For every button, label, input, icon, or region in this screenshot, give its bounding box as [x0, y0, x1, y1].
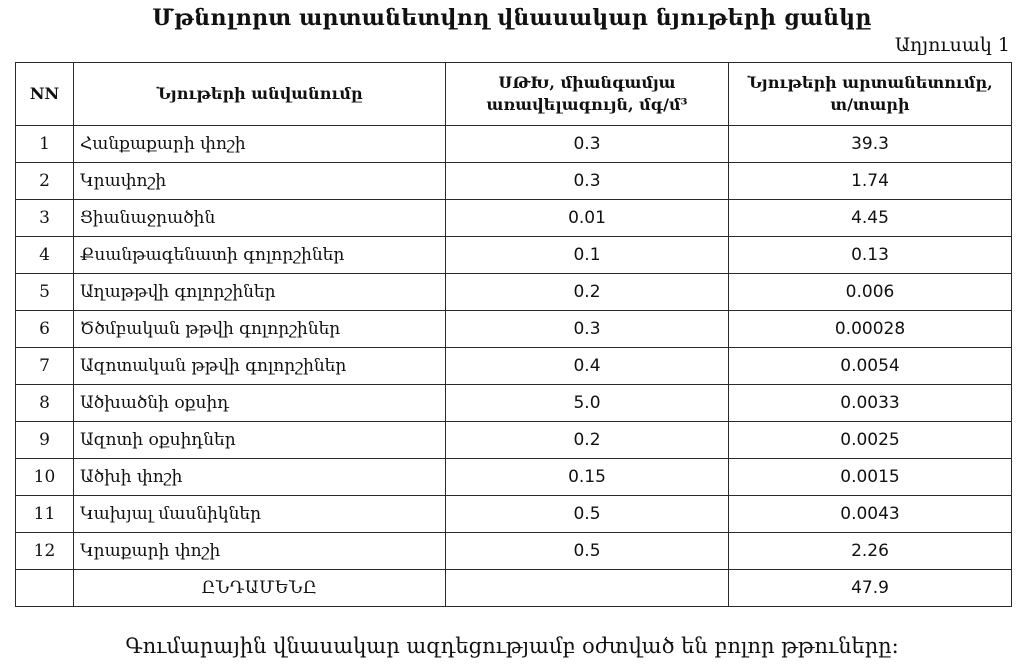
substance-name: Ածխածնի օքսիդ — [74, 385, 446, 422]
table-row — [16, 311, 1012, 348]
substance-name: Ազոտական թթվի գոլորշիներ — [74, 348, 446, 385]
substance-name: Կրաքարի փոշի — [74, 533, 446, 570]
substance-name: Կախյալ մասնիկներ — [74, 496, 446, 533]
table-row — [16, 163, 1012, 200]
mpc-value: 5.0 — [446, 385, 729, 422]
mpc-value: 0.3 — [446, 311, 729, 348]
header-substance-name: Նյութերի անվանումը — [74, 63, 446, 126]
row-number: 11 — [16, 496, 74, 533]
emission-value: 39.3 — [729, 126, 1012, 163]
appendix-label: Աղյուսակ 1 — [894, 34, 1010, 56]
table-row — [16, 533, 1012, 570]
emission-value: 0.0043 — [729, 496, 1012, 533]
header-emission — [729, 63, 1012, 126]
total-label: ԸՆԴԱՄԵՆԸ — [74, 570, 446, 607]
mpc-value: 0.01 — [446, 200, 729, 237]
substance-name: Ծծմբական թթվի գոլորշիներ — [74, 311, 446, 348]
header-row — [16, 63, 1012, 126]
emission-value: 0.13 — [729, 237, 1012, 274]
mpc-value: 0.1 — [446, 237, 729, 274]
mpc-value: 0.15 — [446, 459, 729, 496]
table-row — [16, 422, 1012, 459]
mpc-value: 0.4 — [446, 348, 729, 385]
header-mpc-line1: ՍԹԽ, միանգամյա — [498, 73, 676, 92]
table-body — [16, 126, 1012, 607]
mpc-value: 0.3 — [446, 163, 729, 200]
row-number: 9 — [16, 422, 74, 459]
header-emission-line2: տ/տարի — [830, 95, 910, 114]
table-row — [16, 126, 1012, 163]
emission-value: 0.00028 — [729, 311, 1012, 348]
row-number: 1 — [16, 126, 74, 163]
mpc-value: 0.5 — [446, 496, 729, 533]
table-row — [16, 200, 1012, 237]
table-row — [16, 385, 1012, 422]
emission-value: 4.45 — [729, 200, 1012, 237]
substance-name: Ազոտի օքսիդներ — [74, 422, 446, 459]
emission-value: 1.74 — [729, 163, 1012, 200]
mpc-value: 0.5 — [446, 533, 729, 570]
table-row — [16, 459, 1012, 496]
substance-name: Ցիանաջրածին — [74, 200, 446, 237]
substance-name: Ածխի փոշի — [74, 459, 446, 496]
emission-value: 0.0054 — [729, 348, 1012, 385]
header-nn: NN — [16, 63, 74, 126]
row-number: 12 — [16, 533, 74, 570]
total-mpc-empty — [446, 570, 729, 607]
substance-name: Կրափոշի — [74, 163, 446, 200]
table-row — [16, 496, 1012, 533]
row-number: 7 — [16, 348, 74, 385]
table-header — [16, 63, 1012, 126]
emission-value: 2.26 — [729, 533, 1012, 570]
row-number: 4 — [16, 237, 74, 274]
page-title: Մթնոլորտ արտանետվող վնասակար նյութերի ցանկը — [152, 5, 872, 31]
header-mpc-line2: առավելագույն, մգ/մ³ — [486, 95, 688, 114]
table-row — [16, 274, 1012, 311]
total-row-number-empty — [16, 570, 74, 607]
row-number: 8 — [16, 385, 74, 422]
table-row — [16, 348, 1012, 385]
footer-note: Գումարային վնասակար ազդեցությամբ օժտված են բոլոր թթուները: — [125, 634, 899, 658]
row-number: 10 — [16, 459, 74, 496]
header-emission-line1: Նյութերի արտանետումը, — [747, 73, 993, 92]
row-number: 2 — [16, 163, 74, 200]
emission-value: 0.0015 — [729, 459, 1012, 496]
total-value: 47.9 — [729, 570, 1012, 607]
table-row — [16, 237, 1012, 274]
mpc-value: 0.2 — [446, 274, 729, 311]
total-row — [16, 570, 1012, 607]
row-number: 3 — [16, 200, 74, 237]
emission-value: 0.0033 — [729, 385, 1012, 422]
emission-value: 0.0025 — [729, 422, 1012, 459]
substance-name: Հանքաքարի փոշի — [74, 126, 446, 163]
mpc-value: 0.3 — [446, 126, 729, 163]
row-number: 5 — [16, 274, 74, 311]
substance-name: Աղաթթվի գոլորշիներ — [74, 274, 446, 311]
substance-name: Քսանթագենատի գոլորշիներ — [74, 237, 446, 274]
emission-value: 0.006 — [729, 274, 1012, 311]
mpc-value: 0.2 — [446, 422, 729, 459]
emissions-table — [15, 62, 1012, 607]
header-mpc — [446, 63, 729, 126]
row-number: 6 — [16, 311, 74, 348]
